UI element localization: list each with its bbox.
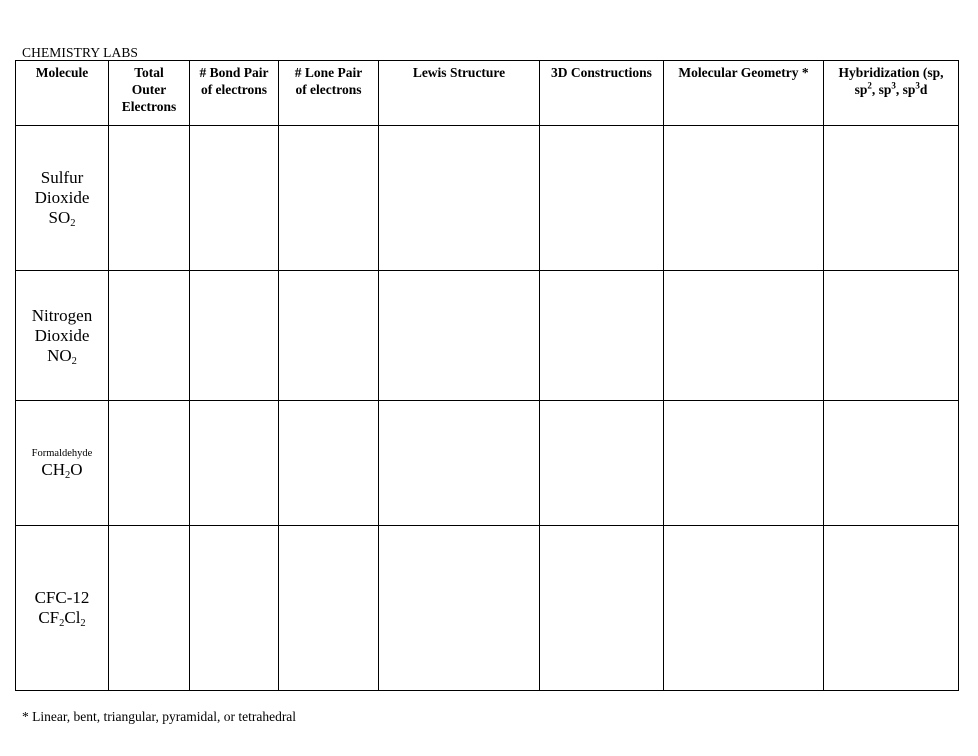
footnote: * Linear, bent, triangular, pyramidal, or tetrahedral (22, 709, 297, 724)
lewis-structure-cell[interactable] (379, 526, 540, 691)
header-bond-pair: # Bond Pair of electrons (190, 61, 279, 126)
header-hybridization: Hybridization (sp, $sp^2$, $sp^3$, $sp^3d$ (824, 61, 959, 126)
lone-pair-cell[interactable] (279, 401, 379, 526)
molecule-formula: $CH_2O$ (41, 459, 83, 481)
lewis-structure-cell[interactable] (379, 271, 540, 401)
molecule-cell-cfc-12: CFC-12 $CF_2Cl_2$ (16, 526, 109, 691)
3d-constructions-cell[interactable] (540, 526, 664, 691)
lone-pair-cell[interactable] (279, 126, 379, 271)
bond-pair-cell[interactable] (190, 401, 279, 526)
total-outer-electrons-cell[interactable] (109, 526, 190, 691)
molecule-cell-nitrogen-dioxide: Nitrogen Dioxide $NO_2$ (16, 271, 109, 401)
lab-worksheet-table (15, 60, 959, 691)
header-molecular-geometry: Molecular Geometry * (664, 61, 824, 126)
total-outer-electrons-cell[interactable] (109, 271, 190, 401)
document-title: CHEMISTRY LABS (22, 45, 139, 60)
3d-constructions-cell[interactable] (540, 401, 664, 526)
molecule-formula: $CF_2Cl_2$ (38, 608, 86, 629)
bond-pair-cell[interactable] (190, 271, 279, 401)
lewis-structure-cell[interactable] (379, 401, 540, 526)
molecule-formula: $SO_2$ (48, 208, 76, 229)
molecule-cell-sulfur-dioxide: Sulfur Dioxide $SO_2$ (16, 126, 109, 271)
table-row (16, 526, 959, 691)
table-row (16, 271, 959, 401)
bond-pair-cell[interactable] (190, 126, 279, 271)
hybridization-cell[interactable] (824, 401, 959, 526)
lone-pair-cell[interactable] (279, 526, 379, 691)
header-lewis-structure: Lewis Structure (379, 61, 540, 126)
header-total-outer-electrons: Total Outer Electrons (109, 61, 190, 126)
header-3d-constructions: 3D Constructions (540, 61, 664, 126)
hybridization-cell[interactable] (824, 271, 959, 401)
molecular-geometry-cell[interactable] (664, 401, 824, 526)
header-lone-pair: # Lone Pair of electrons (279, 61, 379, 126)
header-row (16, 61, 959, 126)
lewis-structure-cell[interactable] (379, 126, 540, 271)
hybridization-cell[interactable] (824, 526, 959, 691)
molecular-geometry-cell[interactable] (664, 126, 824, 271)
molecular-geometry-cell[interactable] (664, 526, 824, 691)
hybridization-cell[interactable] (824, 126, 959, 271)
3d-constructions-cell[interactable] (540, 126, 664, 271)
table-row (16, 126, 959, 271)
total-outer-electrons-cell[interactable] (109, 126, 190, 271)
molecule-cell-formaldehyde: Formaldehyde $CH_2O$ (16, 401, 109, 526)
bond-pair-cell[interactable] (190, 526, 279, 691)
molecule-formula: $NO_2$ (47, 345, 77, 367)
header-molecule: Molecule (16, 61, 109, 126)
3d-constructions-cell[interactable] (540, 271, 664, 401)
total-outer-electrons-cell[interactable] (109, 401, 190, 526)
table-row (16, 401, 959, 526)
molecular-geometry-cell[interactable] (664, 271, 824, 401)
lone-pair-cell[interactable] (279, 271, 379, 401)
